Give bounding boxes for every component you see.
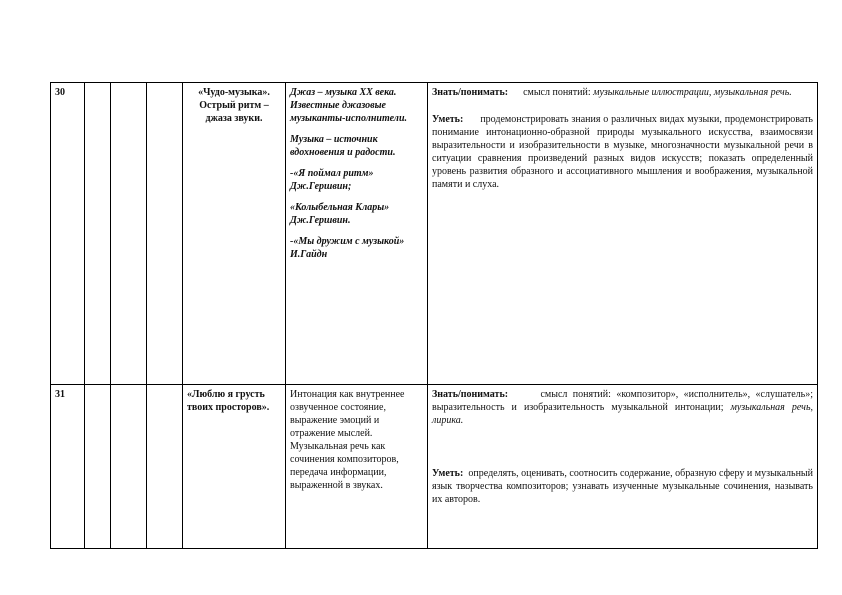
content-line: Джаз – музыка XX века. Известные джазовые музыканты-исполнители. [290, 87, 408, 124]
topic-cell [183, 385, 286, 549]
requirements-cell [428, 385, 818, 549]
empty-cell [111, 385, 147, 549]
lesson-plan-table [50, 82, 818, 549]
content-line: -«Мы дружим с музыкой» И.Гайдн [290, 236, 405, 260]
can-paragraph [432, 113, 813, 191]
know-paragraph [432, 388, 813, 427]
table-row [51, 385, 818, 549]
empty-cell [147, 385, 183, 549]
know-paragraph [432, 86, 813, 99]
can-label: Уметь: [432, 114, 464, 125]
empty-cell [111, 83, 147, 385]
know-label: Знать/понимать: [432, 389, 509, 400]
know-label: Знать/понимать: [432, 87, 509, 98]
can-text: определять, оценивать, соотносить содержание, образную сферу и музыкальный язык творчества композиторов; узнавать изученные музыкальные сочинения, называть их авторов. [432, 468, 813, 505]
lesson-number: 30 [55, 87, 65, 98]
topic-cell [183, 83, 286, 385]
can-label: Уметь: [432, 468, 464, 479]
can-paragraph [432, 467, 813, 506]
content-line: «Колыбельная Клары» Дж.Гершвин. [290, 202, 390, 226]
table-row [51, 83, 818, 385]
know-italic: музыкальная речь, лирика. [432, 402, 813, 426]
empty-cell [85, 83, 111, 385]
empty-cell [147, 83, 183, 385]
lesson-number-cell [51, 385, 85, 549]
know-italic: музыкальные иллюстрации, музыкальная речь. [593, 87, 792, 98]
can-text: продемонстрировать знания о различных видах музыки, продемонстрировать понимание интонационно-образной природы музыкального искусства, взаимосвязи выразительности и изобразительности в музыке, многозначности музыкальной речи в ситуации сравнения произведений разных видов искусств; показать определенный уровень развития образного и ассоциативного мышления и воображения, музыкальной памяти и слуха. [432, 114, 813, 190]
lesson-topic: «Чудо-музыка». Острый ритм – джаза звуки. [198, 87, 270, 124]
content-cell [286, 385, 428, 549]
content-cell [286, 83, 428, 385]
content-text: Интонация как внутреннее озвученное состояние, выражение эмоций и отражение мыслей. Музыкальная речь как сочинения композиторов, передача информации, выраженной в звуках. [290, 389, 405, 491]
know-text: смысл понятий: [523, 87, 591, 98]
lesson-topic: «Люблю я грусть твоих просторов». [187, 389, 270, 413]
content-line: -«Я поймал ритм» Дж.Гершвин; [290, 168, 374, 192]
lesson-number: 31 [55, 389, 65, 400]
know-text: смысл понятий: «композитор», «исполнитель», «слушатель»; выразительность и изобразительность музыкальной интонации; [432, 389, 813, 413]
requirements-cell [428, 83, 818, 385]
content-line: Музыка – источник вдохновения и радости. [290, 134, 396, 158]
lesson-number-cell [51, 83, 85, 385]
empty-cell [85, 385, 111, 549]
